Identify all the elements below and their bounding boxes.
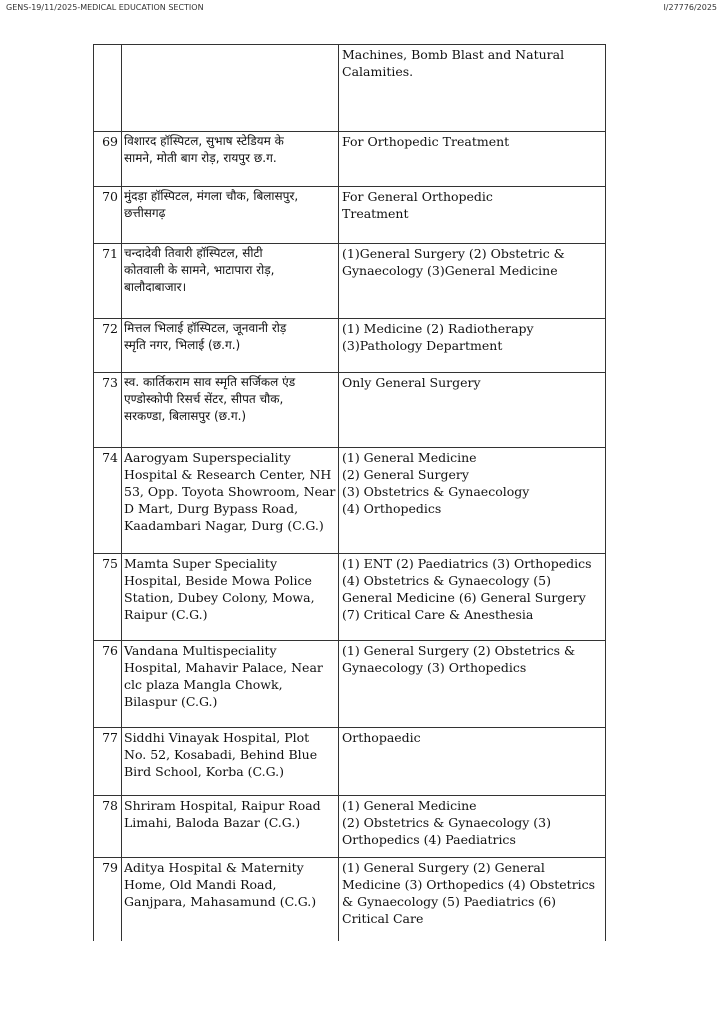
- hospital-name-line: विशारद हॉस्पिटल, सुभाष स्टेडियम के: [124, 134, 284, 148]
- table-row: [94, 858, 606, 941]
- hospital-name-address-cell: [122, 448, 339, 554]
- hospital-name-address-cell: [122, 132, 339, 187]
- hospital-name-line: Hospital & Research Center, NH: [124, 467, 332, 482]
- speciality-line: For Orthopedic Treatment: [342, 134, 510, 149]
- hospital-name-line: Shriram Hospital, Raipur Road: [124, 798, 321, 813]
- speciality-line: (1)General Surgery (2) Obstetric &: [342, 246, 565, 261]
- speciality-line: (7) Critical Care & Anesthesia: [342, 607, 534, 622]
- speciality-line: Machines, Bomb Blast and Natural: [342, 47, 565, 62]
- hospital-name-line: clc plaza Mangla Chowk,: [124, 677, 283, 692]
- hospital-name-line: सामने, मोती बाग रोड़, रायपुर छ.ग.: [124, 151, 277, 165]
- specialities-cell: [339, 187, 606, 244]
- hospital-name-line: Raipur (C.G.): [124, 607, 208, 622]
- hospital-name-line: चन्दादेवी तिवारी हॉस्पिटल, सीटी: [124, 246, 263, 260]
- specialities-cell: [339, 319, 606, 373]
- speciality-line: Gynaecology (3)General Medicine: [342, 263, 558, 278]
- hospital-name-line: Limahi, Baloda Bazar (C.G.): [124, 815, 301, 830]
- specialities-cell: [339, 45, 606, 132]
- hospital-name-line: 53, Opp. Toyota Showroom, Near: [124, 484, 336, 499]
- table-row: [94, 796, 606, 858]
- serial-number-cell: 79: [94, 858, 122, 941]
- hospital-name-line: Aarogyam Superspeciality: [124, 450, 291, 465]
- speciality-line: (1) General Surgery (2) Obstetrics &: [342, 643, 576, 658]
- speciality-line: (1) General Surgery (2) General: [342, 860, 545, 875]
- speciality-line: (1) Medicine (2) Radiotherapy: [342, 321, 534, 336]
- serial-number-cell: 78: [94, 796, 122, 858]
- serial-number-cell: 72: [94, 319, 122, 373]
- hospital-name-line: Vandana Multispeciality: [124, 643, 277, 658]
- serial-number-cell: 71: [94, 244, 122, 319]
- table-row: [94, 373, 606, 448]
- specialities-cell: [339, 448, 606, 554]
- hospital-name-line: Mamta Super Speciality: [124, 556, 278, 571]
- hospital-name-line: एण्डोस्कोपी रिसर्च सेंटर, सीपत चौक,: [124, 392, 284, 406]
- header-document-number: I/27776/2025: [663, 3, 717, 12]
- hospital-table: [93, 44, 606, 941]
- hospital-name-line: मित्तल भिलाई हॉस्पिटल, जूनवानी रोड़: [124, 321, 287, 335]
- header-file-reference: GENS-19/11/2025-MEDICAL EDUCATION SECTION: [6, 3, 204, 12]
- hospital-name-line: D Mart, Durg Bypass Road,: [124, 501, 299, 516]
- hospital-name-line: Kaadambari Nagar, Durg (C.G.): [124, 518, 324, 533]
- hospital-name-line: छत्तीसगढ़: [124, 206, 166, 220]
- hospital-name-line: Ganjpara, Mahasamund (C.G.): [124, 894, 317, 909]
- speciality-line: Treatment: [342, 206, 409, 221]
- serial-number-cell: [94, 45, 122, 132]
- hospital-name-line: No. 52, Kosabadi, Behind Blue: [124, 747, 318, 762]
- speciality-line: (1) General Medicine: [342, 798, 477, 813]
- hospital-name-line: Home, Old Mandi Road,: [124, 877, 277, 892]
- table-row: [94, 319, 606, 373]
- speciality-line: & Gynaecology (5) Paediatrics (6): [342, 894, 557, 909]
- speciality-line: (3) Obstetrics & Gynaecology: [342, 484, 530, 499]
- hospital-name-address-cell: [122, 244, 339, 319]
- specialities-cell: [339, 244, 606, 319]
- speciality-line: (4) Orthopedics: [342, 501, 442, 516]
- hospital-name-line: Station, Dubey Colony, Mowa,: [124, 590, 315, 605]
- hospital-name-address-cell: [122, 796, 339, 858]
- hospital-name-line: Aditya Hospital & Maternity: [124, 860, 304, 875]
- hospital-name-address-cell: [122, 641, 339, 728]
- table-row: [94, 641, 606, 728]
- serial-number-cell: 77: [94, 728, 122, 796]
- hospital-name-line: कोतवाली के सामने, भाटापारा रोड़,: [124, 263, 275, 277]
- speciality-line: Orthopaedic: [342, 730, 421, 745]
- speciality-line: Only General Surgery: [342, 375, 481, 390]
- speciality-line: (2) General Surgery: [342, 467, 469, 482]
- hospital-name-line: स्व. कार्तिकराम साव स्मृति सर्जिकल एंड: [124, 375, 296, 389]
- speciality-line: (1) General Medicine: [342, 450, 477, 465]
- speciality-line: Calamities.: [342, 64, 414, 79]
- specialities-cell: [339, 554, 606, 641]
- hospital-name-line: Siddhi Vinayak Hospital, Plot: [124, 730, 310, 745]
- specialities-cell: [339, 132, 606, 187]
- specialities-cell: [339, 858, 606, 941]
- hospital-name-address-cell: [122, 728, 339, 796]
- speciality-line: Critical Care: [342, 911, 424, 926]
- table-row: [94, 728, 606, 796]
- speciality-line: (4) Obstetrics & Gynaecology (5): [342, 573, 551, 588]
- table-row: [94, 448, 606, 554]
- page-header: [0, 0, 723, 16]
- hospital-name-line: सरकण्डा, बिलासपुर (छ.ग.): [124, 409, 247, 423]
- serial-number-cell: 76: [94, 641, 122, 728]
- hospital-name-line: बालौदाबाजार।: [124, 280, 187, 294]
- hospital-name-address-cell: [122, 858, 339, 941]
- speciality-line: Medicine (3) Orthopedics (4) Obstetrics: [342, 877, 596, 892]
- speciality-line: (1) ENT (2) Paediatrics (3) Orthopedics: [342, 556, 592, 571]
- speciality-line: (2) Obstetrics & Gynaecology (3): [342, 815, 551, 830]
- hospital-name-line: Hospital, Beside Mowa Police: [124, 573, 312, 588]
- speciality-line: (3)Pathology Department: [342, 338, 503, 353]
- hospital-name-address-cell: [122, 554, 339, 641]
- hospital-name-line: Bilaspur (C.G.): [124, 694, 218, 709]
- specialities-cell: [339, 728, 606, 796]
- hospital-name-address-cell: [122, 187, 339, 244]
- hospital-name-address-cell: [122, 45, 339, 132]
- serial-number-cell: 73: [94, 373, 122, 448]
- table-row: [94, 132, 606, 187]
- speciality-line: For General Orthopedic: [342, 189, 493, 204]
- hospital-name-line: स्मृति नगर, भिलाई (छ.ग.): [124, 338, 241, 352]
- hospital-name-line: Bird School, Korba (C.G.): [124, 764, 285, 779]
- serial-number-cell: 69: [94, 132, 122, 187]
- hospital-name-line: मुंदड़ा हॉस्पिटल, मंगला चौक, बिलासपुर,: [124, 189, 299, 203]
- hospital-name-line: Hospital, Mahavir Palace, Near: [124, 660, 323, 675]
- hospital-name-address-cell: [122, 319, 339, 373]
- table-row: [94, 45, 606, 132]
- speciality-line: Gynaecology (3) Orthopedics: [342, 660, 527, 675]
- speciality-line: Orthopedics (4) Paediatrics: [342, 832, 516, 847]
- serial-number-cell: 75: [94, 554, 122, 641]
- table-row: [94, 244, 606, 319]
- hospital-name-address-cell: [122, 373, 339, 448]
- specialities-cell: [339, 796, 606, 858]
- hospital-table-body: [94, 45, 606, 941]
- specialities-cell: [339, 373, 606, 448]
- specialities-cell: [339, 641, 606, 728]
- table-row: [94, 554, 606, 641]
- serial-number-cell: 74: [94, 448, 122, 554]
- table-row: [94, 187, 606, 244]
- speciality-line: General Medicine (6) General Surgery: [342, 590, 586, 605]
- serial-number-cell: 70: [94, 187, 122, 244]
